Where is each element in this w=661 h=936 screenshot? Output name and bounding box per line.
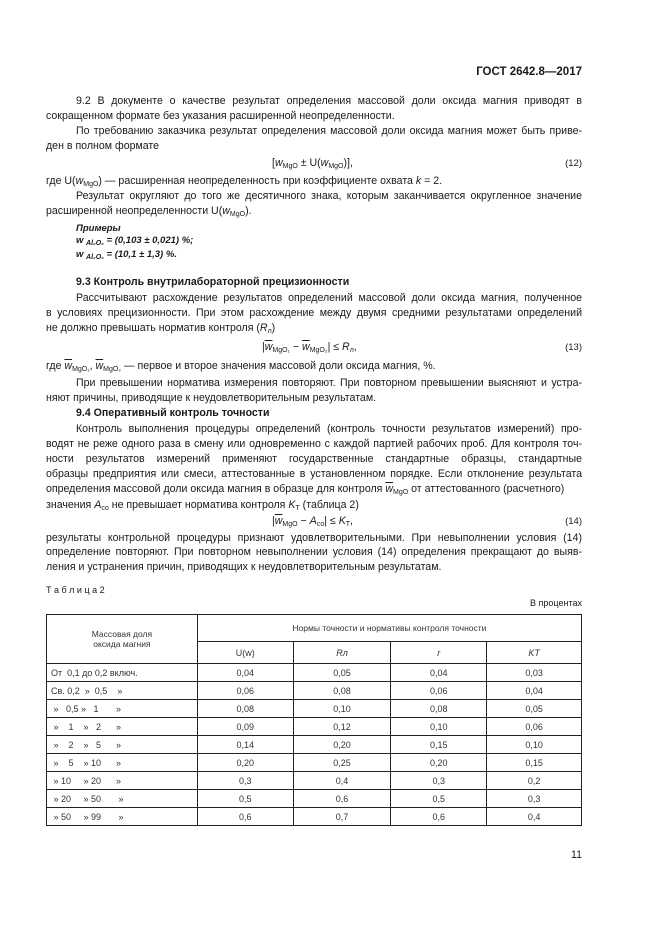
- range-cell: » 50 » 99 »: [47, 808, 198, 826]
- sub: Т: [295, 505, 300, 512]
- range-cell: » 1 » 2 »: [47, 718, 198, 736]
- sub: MgO: [83, 181, 99, 188]
- column-header: KТ: [487, 642, 582, 664]
- value-cell: 0,09: [197, 718, 293, 736]
- t: = (10,1 ± 1,3) %.: [103, 249, 177, 260]
- paragraph-line: водят не реже одного раза в смену или одновременно с каждой партией рабочих проб. Для контроля точ-: [46, 438, 582, 450]
- var: K: [288, 499, 296, 511]
- column-header-mass-fraction: Массовая доля оксида магния: [47, 615, 198, 664]
- range-cell: » 2 » 5 »: [47, 736, 198, 754]
- value-cell: 0,08: [197, 700, 293, 718]
- op: | ≤: [327, 341, 343, 353]
- sub: MgO₁: [272, 347, 290, 354]
- table-row: [47, 718, 582, 736]
- sub: MgO: [229, 211, 246, 218]
- paragraph-line: няют причины, приводящие к неудовлетворительным результатам.: [46, 392, 377, 404]
- formula-13: $|\overline{w}_{MgO_1} - \overline{w}_{MgO_2}| \le R_л$,: [262, 341, 357, 354]
- value-cell: 0,20: [391, 754, 487, 772]
- t: — первое и второе значения массовой доли оксида магния, %.: [121, 360, 436, 372]
- t: = 2.: [421, 175, 443, 187]
- value-cell: 0,06: [391, 682, 487, 700]
- table-row: [47, 700, 582, 718]
- value-cell: 0,2: [487, 772, 582, 790]
- value-cell: 0,05: [293, 664, 391, 682]
- value-cell: 0,20: [197, 754, 293, 772]
- var: $\overline{w}$: [95, 360, 104, 372]
- t: от аттестованного (расчетного): [408, 483, 565, 495]
- var: w: [76, 235, 84, 246]
- table-units: В процентах: [530, 598, 582, 608]
- sub: Al₂O₃: [86, 254, 104, 261]
- range-cell: Св. 0,2 » 0,5 »: [47, 682, 198, 700]
- document-id: ГОСТ 2642.8—2017: [476, 66, 582, 78]
- paragraph-line: сокращенном формате без указания расширенной неопределенности.: [46, 110, 395, 122]
- var: $\overline{w}$: [64, 360, 73, 372]
- paragraph-line: 9.2 В документе о качестве результат определения массовой доли оксида магния приводят в: [76, 95, 582, 107]
- sub: Al₂O₃: [86, 240, 104, 247]
- table-row: [47, 664, 582, 682]
- value-cell: 0,4: [293, 772, 391, 790]
- section-heading-9-4: 9.4 Оперативный контроль точности: [76, 407, 270, 419]
- paragraph-line: По требованию заказчика результат определения массовой доли оксида магния может быть приве-: [76, 125, 582, 137]
- sub: Т: [345, 521, 351, 528]
- sub: л: [267, 328, 272, 335]
- var: k: [415, 175, 422, 187]
- paragraph-line: в условиях прецизионности. При этом расхождение между двумя средними результатами определений: [46, 307, 582, 319]
- var: w: [222, 205, 230, 217]
- value-cell: 0,5: [391, 790, 487, 808]
- value-cell: 0,04: [391, 664, 487, 682]
- paragraph-line: [46, 204, 582, 222]
- table-row: [47, 772, 582, 790]
- table-row: [47, 790, 582, 808]
- value-cell: 0,08: [391, 700, 487, 718]
- value-cell: 0,05: [487, 700, 582, 718]
- value-cell: 0,15: [487, 754, 582, 772]
- paragraph-line: При превышении норматива измерения повторяют. При повторном превышении выясняют и устра-: [76, 377, 582, 389]
- value-cell: 0,3: [487, 790, 582, 808]
- range-cell: » 20 » 50 »: [47, 790, 198, 808]
- sub: со: [316, 521, 325, 528]
- column-group-header: Нормы точности и нормативы контроля точности: [197, 615, 581, 642]
- page-number: 11: [571, 849, 582, 861]
- sub: MgO: [328, 163, 344, 170]
- sub: MgO₂: [103, 366, 122, 373]
- op: ,: [350, 515, 353, 527]
- value-cell: 0,6: [197, 808, 293, 826]
- sub: MgO₁: [72, 366, 90, 373]
- t: где: [46, 360, 65, 372]
- sub: MgO: [282, 521, 298, 528]
- var: K: [338, 515, 346, 527]
- example-2: [76, 248, 612, 265]
- value-cell: 0,3: [197, 772, 293, 790]
- value-cell: 0,3: [391, 772, 487, 790]
- value-cell: 0,14: [197, 736, 293, 754]
- value-cell: 0,06: [487, 718, 582, 736]
- t: не превышает норматива контроля: [108, 499, 289, 511]
- paragraph-line: ления и устранения причин, приводящих к неудовлетворительным результатам.: [46, 561, 442, 573]
- equation-number: (14): [565, 516, 582, 527]
- t: значения: [46, 499, 95, 511]
- value-cell: 0,03: [487, 664, 582, 682]
- t: расширенной неопределенности U(: [46, 205, 223, 217]
- where-line: [46, 359, 582, 377]
- var: w: [76, 249, 84, 260]
- t: ): [271, 322, 276, 334]
- value-cell: 0,10: [487, 736, 582, 754]
- sub: л: [349, 347, 354, 354]
- op: −: [297, 515, 310, 527]
- paragraph-line: [46, 321, 582, 339]
- var: $\overline{w}$: [264, 341, 273, 353]
- t: ,: [89, 360, 96, 372]
- var: $\overline{w}$: [302, 341, 310, 353]
- op: −: [289, 341, 303, 353]
- precision-table: [46, 614, 582, 826]
- paragraph-line: ности результатов измерений применяют государственные стандартные образцы, стандартные: [46, 453, 582, 465]
- table-caption: Т а б л и ц а 2: [46, 585, 105, 595]
- sub: со: [101, 505, 109, 512]
- value-cell: 0,7: [293, 808, 391, 826]
- column-header: U(w): [197, 642, 293, 664]
- value-cell: 0,10: [293, 700, 391, 718]
- var: A: [94, 499, 102, 511]
- value-cell: 0,6: [391, 808, 487, 826]
- section-heading-9-3: 9.3 Контроль внутрилабораторной прецизионности: [76, 276, 350, 288]
- t: = (0,103 ± 0,021) %;: [103, 235, 194, 246]
- value-cell: 0,10: [391, 718, 487, 736]
- value-cell: 0,04: [197, 664, 293, 682]
- value-cell: 0,6: [293, 790, 391, 808]
- value-cell: 0,20: [293, 736, 391, 754]
- t: ).: [245, 205, 252, 217]
- column-header: Rл: [293, 642, 391, 664]
- var: R: [342, 341, 350, 353]
- range-cell: » 10 » 20 »: [47, 772, 198, 790]
- equation-number: (13): [565, 342, 582, 353]
- var: w: [320, 157, 329, 169]
- value-cell: 0,04: [487, 682, 582, 700]
- var: R: [259, 322, 268, 334]
- sub: MgO: [393, 489, 409, 496]
- table-row: [47, 808, 582, 826]
- op: ,: [353, 341, 357, 353]
- column-header: r: [391, 642, 487, 664]
- t: где U(: [46, 175, 76, 187]
- value-cell: 0,4: [487, 808, 582, 826]
- table-header-row: [47, 615, 582, 642]
- t: определения массовой доли оксида магния в образце для контроля: [46, 483, 386, 495]
- value-cell: 0,5: [197, 790, 293, 808]
- op: )],: [343, 157, 353, 169]
- op: ± U(: [300, 157, 321, 169]
- t: не должно превышать норматив контроля (: [46, 322, 260, 334]
- examples-title: Примеры: [76, 223, 121, 234]
- var: $\overline{w}$: [274, 515, 283, 527]
- t: ) — расширенная неопределенность при коэффициенте охвата: [98, 175, 416, 187]
- value-cell: 0,12: [293, 718, 391, 736]
- table-row: [47, 682, 582, 700]
- equation-number: (12): [565, 158, 582, 169]
- paragraph-line: Результат округляют до того же десятичного знака, которым заканчивается округленное значение: [76, 190, 582, 202]
- value-cell: 0,08: [293, 682, 391, 700]
- table-row: [47, 736, 582, 754]
- var: A: [309, 515, 317, 527]
- t: (таблица 2): [299, 499, 359, 511]
- var: w: [274, 157, 283, 169]
- var: w: [75, 175, 84, 187]
- paragraph-line: результаты контрольной процедуры признают удовлетворительными. При невыполнении условия (14): [46, 532, 582, 544]
- op: | ≤: [324, 515, 339, 527]
- table-row: [47, 754, 582, 772]
- formula-12: $[w_{MgO} \pm U(w_{MgO})]$,: [272, 157, 353, 170]
- paragraph-line: Рассчитывают расхождение результатов определений массовой доли оксида магния, полученное: [76, 292, 582, 304]
- var: $\overline{w}$: [385, 483, 394, 495]
- value-cell: 0,15: [391, 736, 487, 754]
- paragraph-line: определение повторяют. При повторном невыполнении условия (14) определения прекращают до выяв-: [46, 546, 582, 558]
- range-cell: » 5 » 10 »: [47, 754, 198, 772]
- sub: MgO: [282, 163, 298, 170]
- range-cell: От 0,1 до 0,2 включ.: [47, 664, 198, 682]
- paragraph-line: ден в полном формате: [46, 140, 160, 152]
- paragraph-line: Контроль выполнения процедуры определений (контроль точности результатов измерений) про-: [76, 423, 582, 435]
- formula-14: $|\overline{w}_{MgO} - A_{со}| \le K_Т$,: [272, 515, 353, 528]
- value-cell: 0,06: [197, 682, 293, 700]
- paragraph-line: образцы предприятия или смеси, аттестованные в установленном порядке. Если отклонение результата: [46, 468, 582, 480]
- range-cell: » 0,5 » 1 »: [47, 700, 198, 718]
- value-cell: 0,25: [293, 754, 391, 772]
- sub: MgO₂: [309, 347, 328, 354]
